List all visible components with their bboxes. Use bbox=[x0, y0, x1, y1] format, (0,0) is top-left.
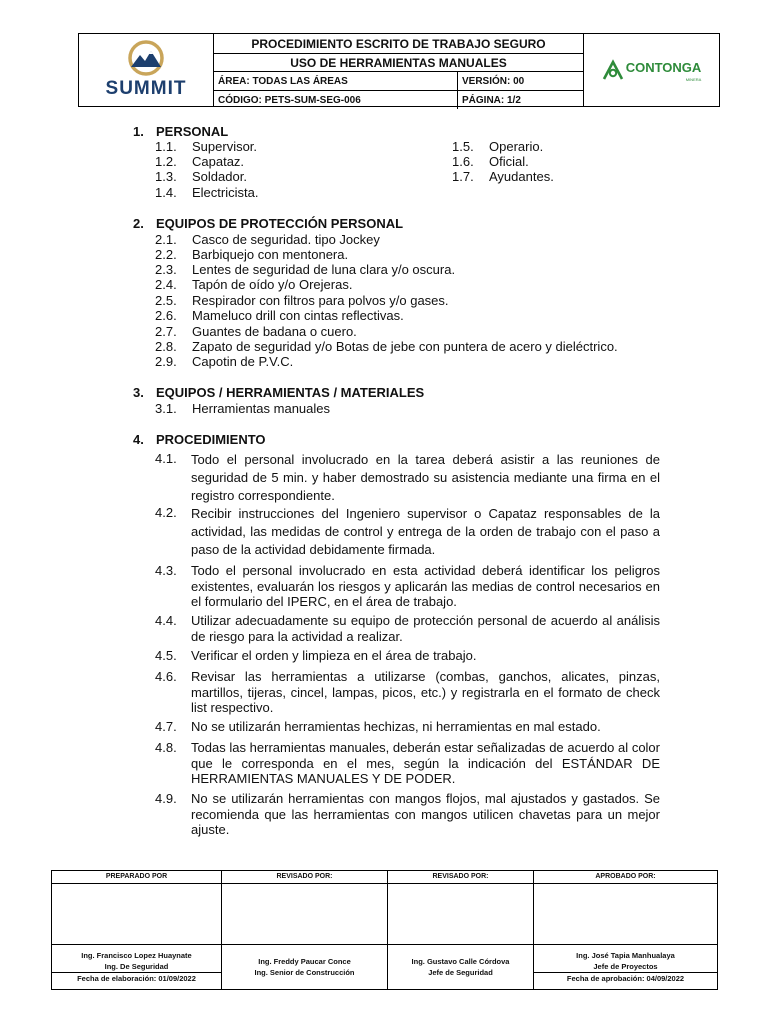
signature-column-prepared bbox=[52, 871, 222, 989]
item-number: 2.8. bbox=[155, 339, 177, 354]
signer-role: Jefe de Proyectos bbox=[534, 961, 717, 973]
signer-name: Ing. Freddy Paucar Conce bbox=[258, 957, 351, 966]
step-number: 4.7. bbox=[155, 719, 177, 734]
summit-logo-text: SUMMIT bbox=[105, 78, 187, 99]
item-number: 1.4. bbox=[155, 185, 177, 200]
code-field: CÓDIGO: PETS-SUM-SEG-006 bbox=[214, 91, 458, 109]
step-number: 4.1. bbox=[155, 451, 177, 466]
item-text: Casco de seguridad. tipo Jockey bbox=[192, 232, 380, 247]
signer-role: Jefe de Seguridad bbox=[428, 968, 493, 977]
signature-date: Fecha de elaboración: 01/09/2022 bbox=[77, 974, 196, 983]
item-number: 1.6. bbox=[452, 154, 474, 169]
signer-name: Ing. Francisco Lopez Huaynate bbox=[81, 951, 192, 960]
step-text: Todo el personal involucrado en esta actividad deberá identificar los peligros existentes, evaluarán los riesgos y aplicarán las medias de control necesarios en el formulario del IPERC, en el área de trabajo. bbox=[191, 563, 660, 609]
signature-header: PREPARADO POR bbox=[52, 871, 221, 884]
item-text: Ayudantes. bbox=[489, 169, 554, 184]
item-text: Guantes de badana o cuero. bbox=[192, 324, 357, 339]
signature-area bbox=[534, 884, 717, 945]
item-number: 1.1. bbox=[155, 139, 177, 154]
item-text: Tapón de oído y/o Orejeras. bbox=[192, 277, 353, 292]
step-text: Revisar las herramientas a utilizarse (combas, ganchos, alicates, pinzas, martillos, tijeras, cincel, lampas, picos, etc.) y registrarla en el formato de check list respectivo. bbox=[191, 669, 660, 715]
item-number: 2.9. bbox=[155, 354, 177, 369]
item-text: Electricista. bbox=[192, 185, 259, 200]
signature-area bbox=[222, 884, 387, 945]
step-number: 4.2. bbox=[155, 505, 177, 520]
step-text: Recibir instrucciones del Ingeniero supervisor o Capataz responsables de la actividad, las medidas de control y entrega de la orden de trabajo con el paso a paso de la actividad debidamente firmada. bbox=[191, 506, 660, 557]
item-number: 1.2. bbox=[155, 154, 177, 169]
section-title: PERSONAL bbox=[156, 124, 229, 139]
summit-mountain-icon bbox=[123, 40, 169, 76]
item-text: Supervisor. bbox=[192, 139, 258, 154]
signature-footer bbox=[222, 945, 387, 989]
item-number: 3.1. bbox=[155, 401, 177, 416]
item-text: Mameluco drill con cintas reflectivas. bbox=[192, 308, 404, 323]
section-number: 2. bbox=[133, 216, 144, 231]
signer-name: Ing. José Tapia Manhualaya bbox=[576, 951, 675, 960]
step-number: 4.6. bbox=[155, 669, 177, 684]
header-row-code bbox=[214, 91, 583, 109]
page-field: PÁGINA: 1/2 bbox=[462, 94, 521, 106]
signature-footer bbox=[534, 945, 717, 989]
item-text: Zapato de seguridad y/o Botas de jebe con puntera de acero y dieléctrico. bbox=[192, 339, 618, 354]
section-number: 1. bbox=[133, 124, 144, 139]
contonga-house-icon bbox=[602, 59, 624, 81]
contonga-logo-text: CONTONGA bbox=[625, 59, 702, 75]
item-text: Lentes de seguridad de luna clara y/o oscura. bbox=[192, 262, 456, 277]
signer-role: Ing. De Seguridad bbox=[52, 961, 221, 973]
item-text: Herramientas manuales bbox=[192, 401, 331, 416]
step-text: Todas las herramientas manuales, deberán estar señalizadas de acuerdo al color que le corresponda en el mes, según la indicación del ESTÁNDAR DE HERRAMIENTAS MANUALES Y DE PODER. bbox=[191, 740, 660, 786]
item-number: 1.3. bbox=[155, 169, 177, 184]
item-text: Oficial. bbox=[489, 154, 529, 169]
document-title: PROCEDIMIENTO ESCRITO DE TRABAJO SEGURO bbox=[214, 34, 583, 54]
item-number: 2.3. bbox=[155, 262, 177, 277]
signature-area bbox=[388, 884, 533, 945]
item-number: 1.7. bbox=[452, 169, 474, 184]
item-number: 1.5. bbox=[452, 139, 474, 154]
item-number: 2.1. bbox=[155, 232, 177, 247]
signer-role: Ing. Senior de Construcción bbox=[254, 968, 355, 977]
document-subtitle: USO DE HERRAMIENTAS MANUALES bbox=[214, 54, 583, 72]
signature-date: Fecha de aprobación: 04/09/2022 bbox=[566, 974, 685, 983]
step-text: Todo el personal involucrado en la tarea deberá asistir a las reuniones de seguridad de 5 min. y haber demostrado su asistencia mediante una firma en el registro correspondiente. bbox=[191, 452, 660, 503]
signature-column-approved bbox=[534, 871, 717, 989]
step-text: No se utilizarán herramientas hechizas, ni herramientas en mal estado. bbox=[191, 719, 601, 734]
item-number: 2.4. bbox=[155, 277, 177, 292]
item-text: Barbiquejo con mentonera. bbox=[192, 247, 349, 262]
area-field: ÁREA: TODAS LAS ÁREAS bbox=[214, 72, 458, 90]
section-number: 4. bbox=[133, 432, 144, 447]
contonga-logo-subtext: MINERA bbox=[685, 76, 702, 82]
header-info bbox=[214, 34, 583, 106]
section-title: EQUIPOS / HERRAMIENTAS / MATERIALES bbox=[156, 385, 425, 400]
signature-column-reviewed-1 bbox=[222, 871, 388, 989]
signature-footer bbox=[388, 945, 533, 989]
step-text: No se utilizarán herramientas con mangos flojos, mal ajustados y gastados. Se recomienda que las herramientas con mangos utilicen chavetas para un mejor ajuste. bbox=[191, 791, 660, 837]
step-number: 4.9. bbox=[155, 791, 177, 806]
item-text: Capataz. bbox=[192, 154, 245, 169]
signature-footer bbox=[52, 945, 221, 989]
section-title: PROCEDIMIENTO bbox=[156, 432, 266, 447]
step-number: 4.3. bbox=[155, 563, 177, 578]
signature-area bbox=[52, 884, 221, 945]
item-text: Operario. bbox=[489, 139, 544, 154]
step-text: Verificar el orden y limpieza en el área de trabajo. bbox=[191, 648, 477, 663]
signature-header: REVISADO POR: bbox=[222, 871, 387, 884]
item-number: 2.6. bbox=[155, 308, 177, 323]
header-row-area bbox=[214, 72, 583, 91]
step-text: Utilizar adecuadamente su equipo de protección personal de acuerdo al análisis de riesgo para la actividad a realizar. bbox=[191, 613, 660, 644]
step-number: 4.4. bbox=[155, 613, 177, 628]
version-field: VERSIÓN: 00 bbox=[462, 75, 525, 87]
signature-header: REVISADO POR: bbox=[388, 871, 533, 884]
item-text: Soldador. bbox=[192, 169, 247, 184]
item-text: Capotin de P.V.C. bbox=[192, 354, 294, 369]
document-header bbox=[78, 33, 720, 107]
signature-header: APROBADO POR: bbox=[534, 871, 717, 884]
item-number: 2.2. bbox=[155, 247, 177, 262]
summit-logo bbox=[79, 34, 214, 106]
section-number: 3. bbox=[133, 385, 144, 400]
contonga-logo bbox=[583, 34, 719, 106]
signer-name: Ing. Gustavo Calle Córdova bbox=[411, 957, 510, 966]
signature-column-reviewed-2 bbox=[388, 871, 534, 989]
item-number: 2.5. bbox=[155, 293, 177, 308]
item-text: Respirador con filtros para polvos y/o gases. bbox=[192, 293, 449, 308]
step-number: 4.8. bbox=[155, 740, 177, 755]
section-title: EQUIPOS DE PROTECCIÓN PERSONAL bbox=[156, 216, 404, 231]
item-number: 2.7. bbox=[155, 324, 177, 339]
signature-table bbox=[51, 870, 718, 990]
step-number: 4.5. bbox=[155, 648, 177, 663]
